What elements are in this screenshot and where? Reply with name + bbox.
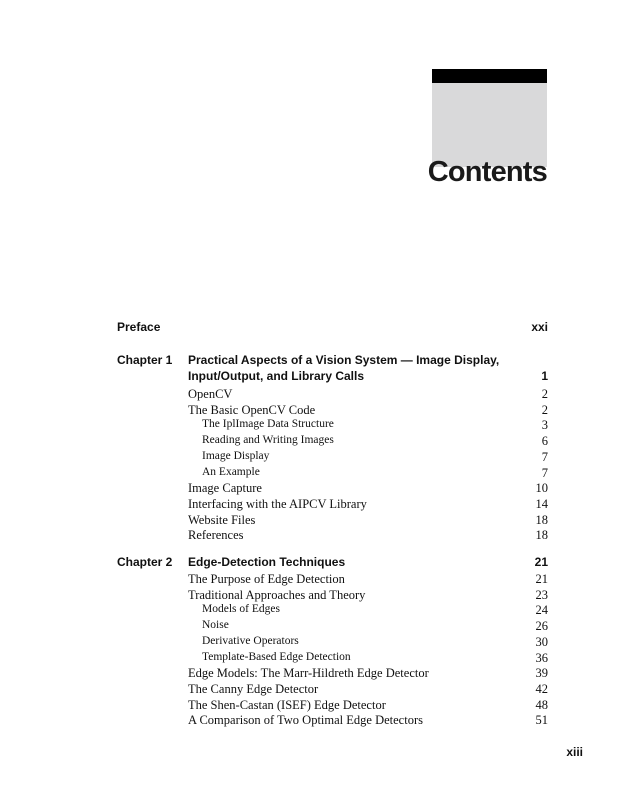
toc-entry	[188, 603, 548, 619]
toc-entry	[188, 418, 548, 434]
title-decoration-bar	[432, 69, 547, 83]
toc-entry-title: The Purpose of Edge Detection	[188, 572, 345, 586]
toc-entry-title: Image Display	[202, 449, 270, 462]
toc-entry-title: A Comparison of Two Optimal Edge Detectors	[188, 713, 423, 728]
toc-entry	[188, 387, 548, 403]
toc-entry-title: The Canny Edge Detector	[188, 681, 319, 696]
toc-entry-title: An Example	[202, 465, 260, 478]
chapter1-title-line1: Practical Aspects of a Vision System — Image Display,	[188, 353, 500, 367]
toc-entry-page: 7	[541, 465, 548, 480]
toc-entry	[188, 466, 548, 482]
toc-entry-page: 10	[535, 481, 548, 496]
toc-entry-page: 30	[535, 634, 548, 649]
toc-entry-page: 18	[535, 512, 548, 527]
chapter2-title: Edge-Detection Techniques	[188, 555, 346, 569]
toc-entry	[188, 450, 548, 466]
toc-entry	[188, 666, 548, 682]
toc-entry-title: Edge Models: The Marr-Hildreth Edge Detector	[188, 666, 429, 681]
toc-entry	[188, 513, 548, 529]
toc-entry-title: Models of Edges	[202, 603, 280, 616]
toc-entry-page: 7	[541, 449, 548, 464]
chapter2-label: Chapter 2	[117, 555, 173, 569]
toc-entry-title: The Shen-Castan (ISEF) Edge Detector	[188, 697, 386, 712]
toc-entry	[188, 651, 548, 667]
toc-entry-title: Image Capture	[188, 481, 262, 496]
toc-entry-title: The IplImage Data Structure	[202, 418, 334, 431]
toc-entry-title: OpenCV	[188, 387, 233, 401]
toc-entry-title: Reading and Writing Images	[202, 434, 334, 447]
toc-entry	[188, 497, 548, 513]
toc-entry	[188, 619, 548, 635]
toc-entry-page: 21	[535, 572, 548, 586]
preface-label: Preface	[117, 320, 161, 334]
chapter2-page: 21	[534, 555, 548, 569]
toc-entry-page: 14	[535, 496, 548, 511]
toc-entry-page: 18	[535, 528, 548, 543]
toc-entry	[188, 528, 548, 544]
page-number: xiii	[566, 745, 583, 759]
toc-entry-page: 42	[535, 681, 548, 696]
toc-entry-page: 26	[535, 619, 548, 634]
toc-entry-page: 36	[535, 650, 548, 665]
toc-entry-page: 2	[541, 402, 548, 417]
toc-entry	[188, 635, 548, 651]
toc-entry	[188, 481, 548, 497]
toc-entry-page: 2	[541, 387, 548, 401]
toc-entry-title: Traditional Approaches and Theory	[188, 587, 366, 602]
toc-entry	[188, 713, 548, 729]
preface-page: xxi	[531, 320, 548, 334]
toc-entry-page: 23	[535, 587, 548, 602]
toc-entry	[188, 698, 548, 714]
toc-entry	[188, 403, 548, 419]
chapter1-label: Chapter 1	[117, 353, 173, 367]
toc-entry-title: Derivative Operators	[202, 634, 299, 647]
chapter1-page: 1	[541, 369, 548, 383]
toc-entry-page: 3	[541, 418, 548, 433]
toc-entry-title: Noise	[202, 619, 229, 632]
toc-entry-title: The Basic OpenCV Code	[188, 402, 316, 417]
toc-entry-page: 24	[535, 603, 548, 618]
toc-entry-page: 48	[535, 697, 548, 712]
toc-entry-page: 6	[541, 434, 548, 449]
toc-entry-title: Website Files	[188, 512, 256, 527]
toc-entry-title: Interfacing with the AIPCV Library	[188, 496, 367, 511]
toc-entry	[188, 682, 548, 698]
toc-entry-page: 51	[535, 713, 548, 728]
toc-entry	[188, 434, 548, 450]
toc-entry-page: 39	[535, 666, 548, 681]
page-title: Contents	[427, 156, 547, 188]
toc-entry	[188, 588, 548, 604]
toc-entry-title: References	[188, 528, 244, 543]
toc-entry	[188, 572, 548, 588]
chapter1-title-line2: Input/Output, and Library Calls	[188, 369, 365, 383]
toc-entry-title: Template-Based Edge Detection	[202, 650, 351, 663]
